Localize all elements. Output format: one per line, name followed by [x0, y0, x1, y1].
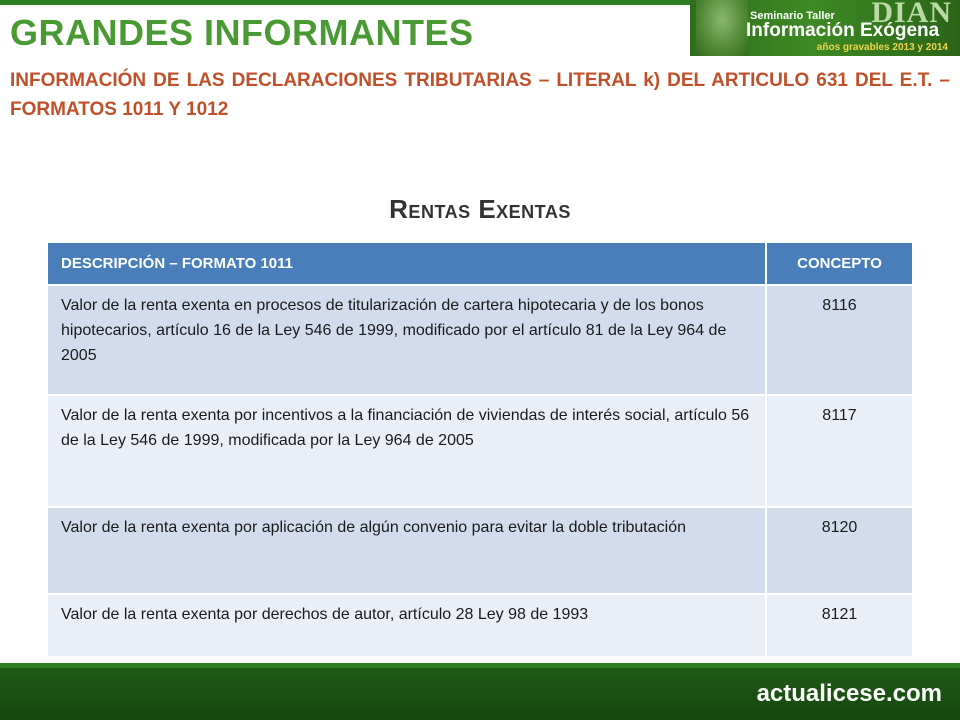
header-description: DESCRIPCIÓN – FORMATO 1011 — [48, 243, 766, 285]
table-row — [48, 285, 912, 395]
row-description: Valor de la renta exenta en procesos de titularización de cartera hipotecaria y de los bonos hipotecarios, artículo 16 de la Ley 546 de 1999, modificado por el artículo 81 de la Ley 964 de 2005 — [48, 285, 766, 395]
seminar-banner — [690, 0, 960, 56]
table-header-row — [48, 243, 912, 285]
exempt-income-table — [48, 243, 912, 656]
footer-bar — [0, 663, 960, 720]
row-concept: 8121 — [766, 594, 912, 656]
row-concept: 8116 — [766, 285, 912, 395]
row-description: Valor de la renta exenta por derechos de autor, artículo 28 Ley 98 de 1993 — [48, 594, 766, 656]
header-concept: CONCEPTO — [766, 243, 912, 285]
banner-years: años gravables 2013 y 2014 — [816, 42, 948, 53]
table-row — [48, 507, 912, 594]
page-subtitle: INFORMACIÓN DE LAS DECLARACIONES TRIBUTARIAS – LITERAL k) DEL ARTICULO 631 DEL E.T. – FORMATOS 1011 Y 1012 — [10, 70, 950, 120]
banner-seminar-label: Seminario Taller — [750, 10, 835, 22]
page-title: GRANDES INFORMANTES — [10, 12, 474, 53]
row-description: Valor de la renta exenta por aplicación de algún convenio para evitar la doble tributación — [48, 507, 766, 594]
banner-title: Información Exógena — [746, 20, 940, 41]
row-description: Valor de la renta exenta por incentivos a la financiación de viviendas de interés social, artículo 56 de la Ley 546 de 1999, modificada por la Ley 964 de 2005 — [48, 395, 766, 507]
table-row — [48, 395, 912, 507]
footer-brand: actualicese.com — [756, 680, 942, 707]
table-row — [48, 594, 912, 656]
section-title: Rentas Exentas — [389, 194, 571, 224]
dian-logo: DIAN — [871, 0, 952, 29]
row-concept: 8120 — [766, 507, 912, 594]
row-concept: 8117 — [766, 395, 912, 507]
banner-person-image — [696, 0, 748, 56]
